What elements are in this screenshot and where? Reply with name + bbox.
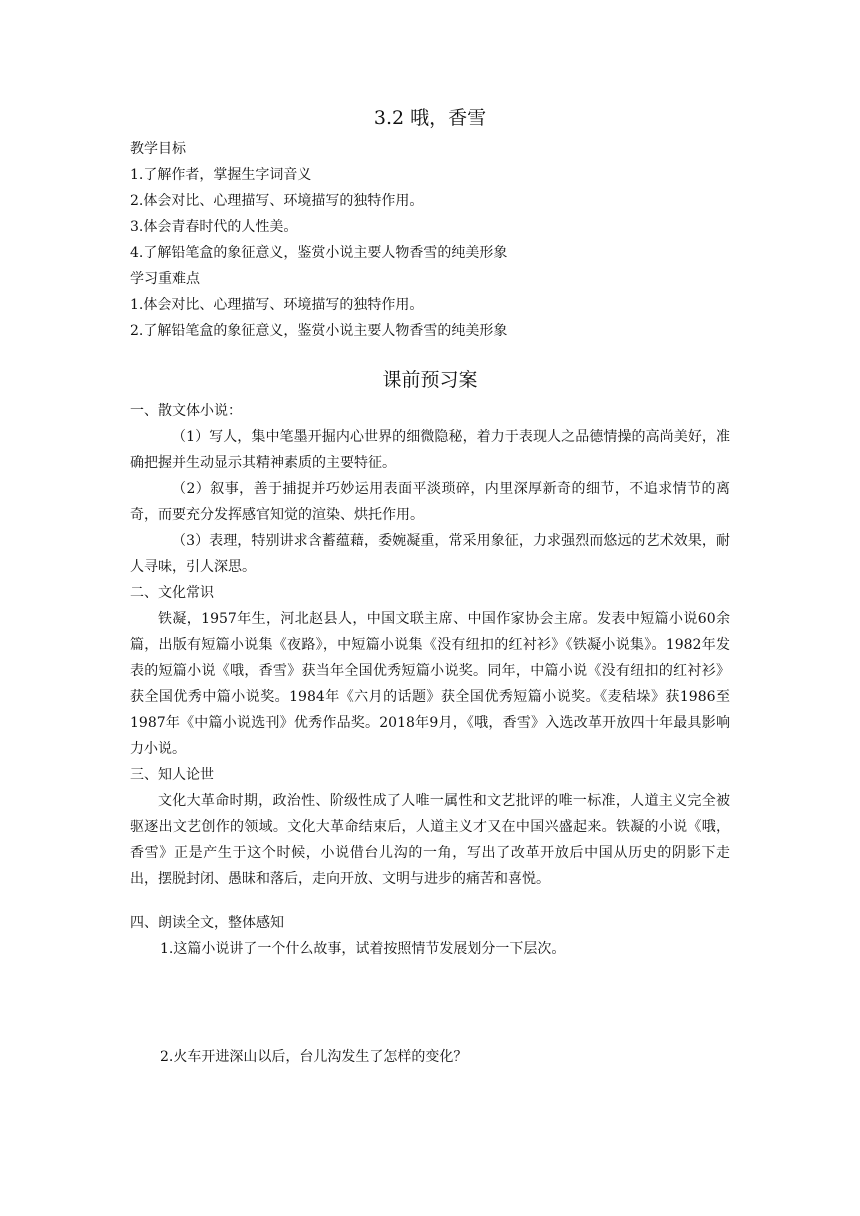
objective-item: 2.体会对比、心理描写、环境描写的独特作用。 [130,193,424,209]
document-content [130,104,730,1070]
prose-novel-point-2: （2）叙事，善于捕捉并巧妙运用表面平淡琐碎，内里深厚新奇的细节，不追求情节的离奇，而要充分发挥感官知觉的渲染、烘托作用。 [130,481,730,523]
section-heading-prose-novel: 一、散文体小说： [130,403,242,419]
document-title: 3.2 哦，香雪 [373,107,487,129]
answer-space-1[interactable] [130,962,730,1044]
background-paragraph: 文化大革命时期，政治性、阶级性成了人唯一属性和文艺批评的唯一标准，人道主义完全被驱逐出文艺创作的领域。文化大革命结束后，人道主义才又在中国兴盛起来。铁凝的小说《哦，香雪》正是产生于这个时候，小说借台儿沟的一角，写出了改革开放后中国从历史的阴影下走出，摆脱封闭、愚昧和落后，走向开放、文明与进步的痛苦和喜悦。 [130,793,730,887]
key-points-heading: 学习重难点 [130,271,200,287]
author-bio-paragraph: 铁凝，1957年生，河北赵县人，中国文联主席、中国作家协会主席。发表中短篇小说60余篇，出版有短篇小说集《夜路》，中短篇小说集《没有纽扣的红衬衫》《铁凝小说集》。1982年发表的短篇小说《哦，香雪》获当年全国优秀短篇小说奖。同年，中篇小说《没有纽扣的红衬衫》获全国优秀中篇小说奖。1984年《六月的话题》获全国优秀短篇小说奖。《麦秸垛》获1986至1987年《中篇小说选刊》优秀作品奖。2018年9月，《哦，香雪》入选改革开放四十年最具影响力小说。 [130,611,730,757]
prose-novel-point-1: （1）写人，集中笔墨开掘内心世界的细微隐秘，着力于表现人之品德情操的高尚美好，准确把握并生动显示其精神素质的主要特征。 [130,429,730,471]
objective-item: 1.了解作者，掌握生字词音义 [130,167,312,183]
section-heading-background: 三、知人论世 [130,767,214,783]
objective-item: 3.体会青春时代的人性美。 [130,219,298,235]
key-point-item: 1.体会对比、心理描写、环境描写的独特作用。 [130,297,424,313]
preview-section-title: 课前预习案 [382,369,478,391]
objective-item: 4.了解铅笔盒的象征意义，鉴赏小说主要人物香雪的纯美形象 [130,245,508,261]
spacer [130,892,730,910]
key-point-item: 2.了解铅笔盒的象征意义，鉴赏小说主要人物香雪的纯美形象 [130,323,508,339]
objectives-heading: 教学目标 [130,141,186,157]
section-heading-reading: 四、朗读全文，整体感知 [130,915,284,931]
prose-novel-point-3: （3）表理，特别讲求含蓄蕴藉，委婉凝重，常采用象征，力求强烈而悠远的艺术效果，耐人寻味，引人深思。 [130,533,730,575]
question-1: 1.这篇小说讲了一个什么故事，试着按照情节发展划分一下层次。 [160,941,566,957]
question-2: 2.火车开进深山以后，台儿沟发生了怎样的变化？ [160,1049,468,1065]
section-heading-culture: 二、文化常识 [130,585,214,601]
